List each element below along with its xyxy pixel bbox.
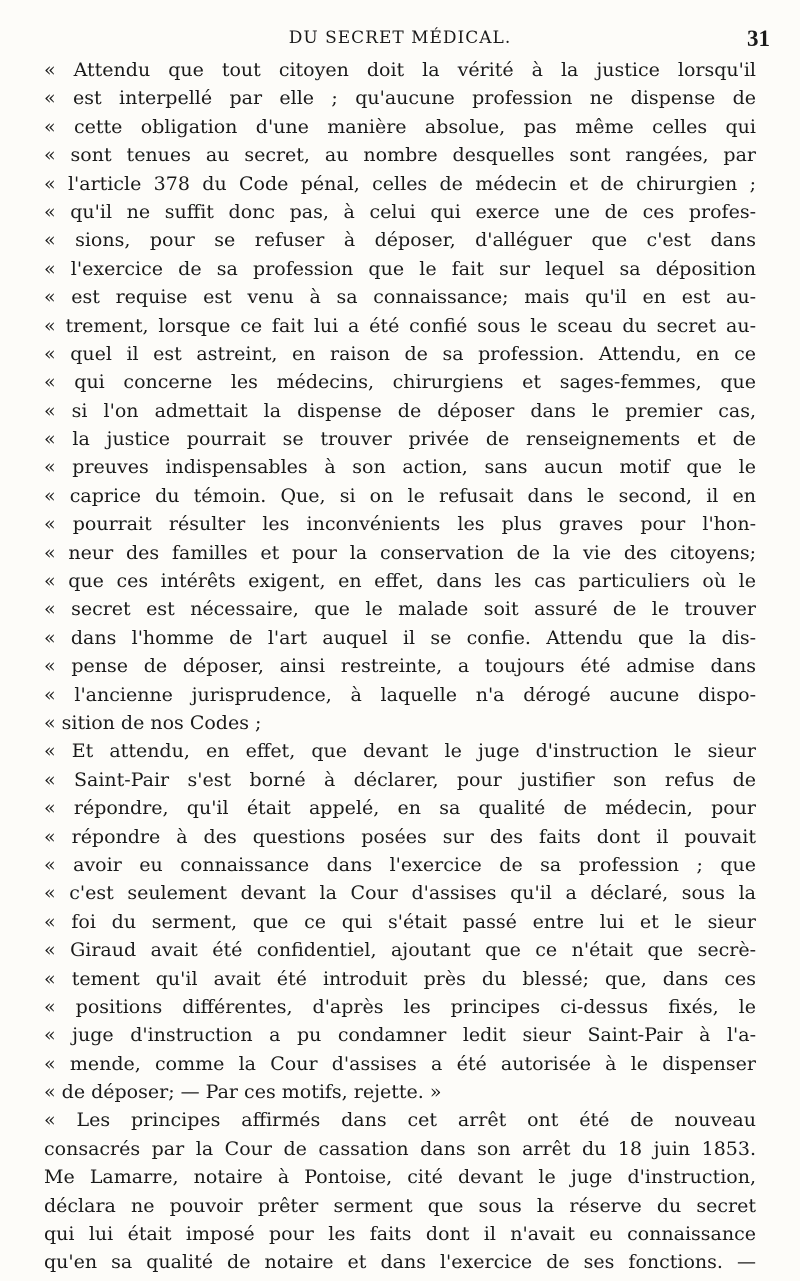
text-line: qu'en sa qualité de notaire et dans l'exercice de ses fonctions. — [44, 1251, 756, 1274]
running-title: DU SECRET MÉDICAL. [288, 28, 512, 48]
text-line: « Attendu que tout citoyen doit la vérité à la justice lorsqu'il [44, 59, 756, 81]
text-line: « si l'on admettait la dispense de déposer dans le premier cas, [44, 399, 756, 422]
text-line: « pourrait résulter les inconvénients les plus graves pour l'hon- [44, 513, 756, 536]
text-line: « qu'il ne suffit donc pas, à celui qui exerce une de ces profes- [44, 200, 756, 223]
text-line: « neur des familles et pour la conservation de la vie des citoyens; [44, 541, 756, 564]
text-line: « tement qu'il avait été introduit près du blessé; que, dans ces [44, 967, 756, 990]
text-line: « avoir eu connaissance dans l'exercice de sa profession ; que [44, 853, 756, 876]
text-line: « preuves indispensables à son action, sans aucun motif que le [44, 456, 756, 479]
text-line: « foi du serment, que ce qui s'était passé entre lui et le sieur [44, 910, 756, 933]
text-line: « est interpellé par elle ; qu'aucune profession ne dispense de [44, 87, 756, 110]
text-line: « est requise est venu à sa connaissance; mais qu'il en est au- [44, 286, 756, 309]
text-line: « qui concerne les médecins, chirurgiens et sages-femmes, que [44, 371, 756, 394]
text-line: qui lui était imposé pour les faits dont il n'avait eu connaissance [44, 1223, 756, 1246]
text-line: « c'est seulement devant la Cour d'assises qu'il a déclaré, sous la [44, 882, 756, 905]
body-text [44, 56, 756, 1277]
text-line: « dans l'homme de l'art auquel il se confie. Attendu que la dis- [44, 626, 756, 649]
text-line: « répondre, qu'il était appelé, en sa qualité de médecin, pour [44, 797, 756, 820]
text-line: « Giraud avait été confidentiel, ajoutant que ce n'était que secrè- [44, 939, 756, 962]
text-line: « de déposer; — Par ces motifs, rejette. » [44, 1081, 442, 1104]
text-line: déclara ne pouvoir prêter serment que sous la réserve du secret [44, 1194, 756, 1217]
text-line: « caprice du témoin. Que, si on le refusait dans le second, il en [44, 484, 756, 507]
text-line: « mende, comme la Cour d'assises a été autorisée à le dispenser [44, 1052, 756, 1075]
text-line: « l'exercice de sa profession que le fait sur lequel sa déposition [44, 257, 756, 280]
running-header [0, 26, 800, 56]
text-line: « la justice pourrait se trouver privée de renseignements et de [44, 428, 756, 451]
text-line: « juge d'instruction a pu condamner ledit sieur Saint-Pair à l'a- [44, 1024, 756, 1047]
text-line: « Les principes affirmés dans cet arrêt ont été de nouveau [44, 1109, 756, 1132]
text-line: « répondre à des questions posées sur des faits dont il pouvait [44, 825, 756, 848]
text-line: « sont tenues au secret, au nombre desquelles sont rangées, par [44, 144, 756, 167]
text-line: « pense de déposer, ainsi restreinte, a toujours été admise dans [44, 655, 756, 678]
text-line: « sition de nos Codes ; [44, 711, 262, 734]
text-line: « trement, lorsque ce fait lui a été confié sous le sceau du secret au- [44, 314, 756, 337]
text-line: « Et attendu, en effet, que devant le juge d'instruction le sieur [44, 740, 756, 763]
text-line: « secret est nécessaire, que le malade soit assuré de le trouver [44, 598, 756, 621]
text-line: « positions différentes, d'après les principes ci-dessus fixés, le [44, 995, 756, 1018]
page-number: 31 [747, 26, 770, 51]
text-line: « que ces intérêts exigent, en effet, dans les cas particuliers où le [44, 570, 756, 593]
text-line: « l'ancienne jurisprudence, à laquelle n'a dérogé aucune dispo- [44, 683, 756, 706]
text-line: « l'article 378 du Code pénal, celles de médecin et de chirurgien ; [44, 172, 756, 195]
text-line: « cette obligation d'une manière absolue, pas même celles qui [44, 115, 756, 138]
text-line: « sions, pour se refuser à déposer, d'alléguer que c'est dans [44, 229, 756, 252]
text-line: « Saint-Pair s'est borné à déclarer, pour justifier son refus de [44, 768, 756, 791]
text-line: « quel il est astreint, en raison de sa profession. Attendu, en ce [44, 342, 756, 365]
text-line: consacrés par la Cour de cassation dans son arrêt du 18 juin 1853. [44, 1137, 756, 1160]
text-line: Me Lamarre, notaire à Pontoise, cité devant le juge d'instruction, [44, 1166, 756, 1189]
